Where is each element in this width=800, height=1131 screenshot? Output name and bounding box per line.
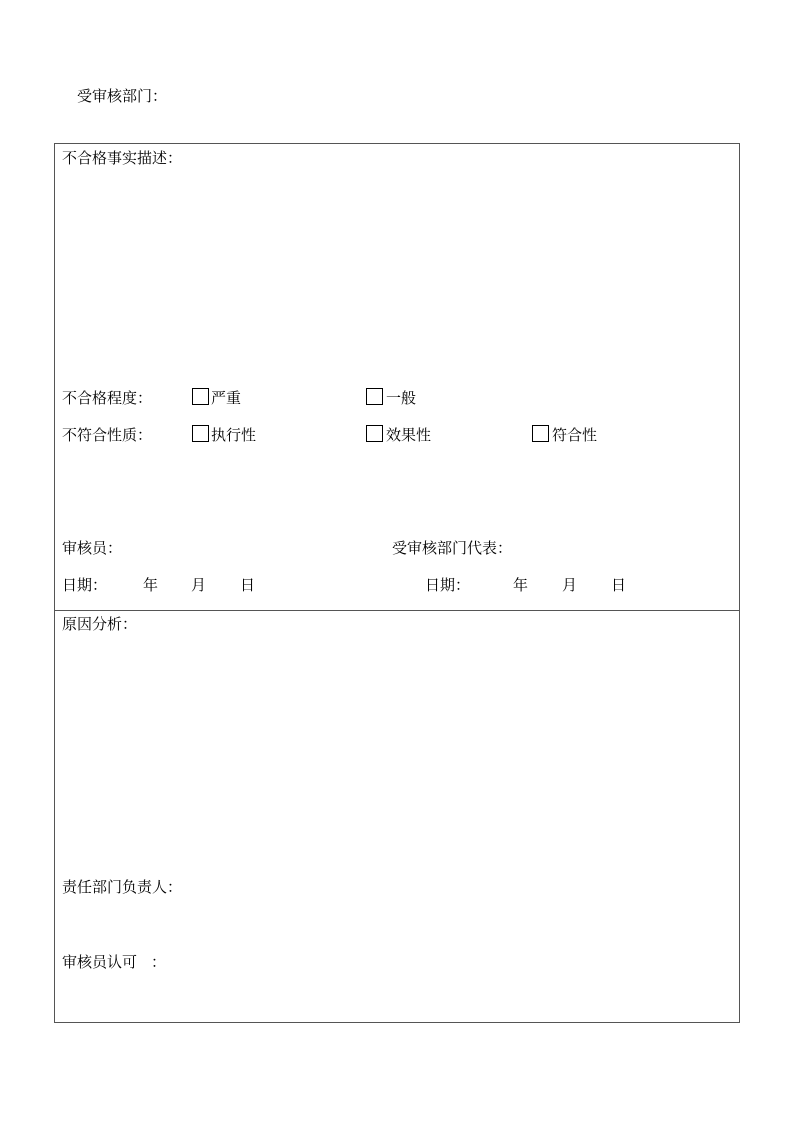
auditor-approval-colon: ： bbox=[151, 953, 167, 971]
nature-effectiveness-label: 效果性 bbox=[386, 426, 432, 444]
auditor-date-month: 月 bbox=[191, 576, 207, 594]
cause-analysis-label: 原因分析： bbox=[62, 615, 138, 633]
auditor-date-label: 日期： bbox=[62, 576, 108, 594]
severity-serious-label: 严重 bbox=[211, 389, 242, 407]
nonconformity-description-label: 不合格事实描述： bbox=[62, 149, 183, 167]
nature-execution-checkbox[interactable] bbox=[192, 425, 209, 442]
nature-conformity-label: 符合性 bbox=[552, 426, 598, 444]
rep-date-label: 日期： bbox=[425, 576, 471, 594]
nature-conformity-checkbox[interactable] bbox=[532, 425, 549, 442]
nature-execution-label: 执行性 bbox=[211, 426, 257, 444]
severity-label: 不合格程度： bbox=[62, 389, 153, 407]
severity-general-label: 一般 bbox=[386, 389, 417, 407]
auditor-approval-line bbox=[62, 953, 166, 971]
rep-date-day: 日 bbox=[611, 576, 627, 594]
section-divider bbox=[54, 610, 740, 611]
auditor-date-day: 日 bbox=[240, 576, 256, 594]
nature-effectiveness-checkbox[interactable] bbox=[366, 425, 383, 442]
responsible-person-label: 责任部门负责人： bbox=[62, 878, 183, 896]
rep-date-month: 月 bbox=[562, 576, 578, 594]
rep-date-year: 年 bbox=[513, 576, 529, 594]
auditor-approval-label: 审核员认可 bbox=[62, 953, 138, 971]
auditor-date-year: 年 bbox=[143, 576, 159, 594]
auditor-label: 审核员： bbox=[62, 539, 123, 557]
severity-serious-checkbox[interactable] bbox=[192, 388, 209, 405]
dept-representative-label: 受审核部门代表： bbox=[392, 539, 513, 557]
nature-label: 不符合性质： bbox=[62, 426, 153, 444]
severity-general-checkbox[interactable] bbox=[366, 388, 383, 405]
audited-dept-label: 受审核部门： bbox=[77, 87, 168, 105]
